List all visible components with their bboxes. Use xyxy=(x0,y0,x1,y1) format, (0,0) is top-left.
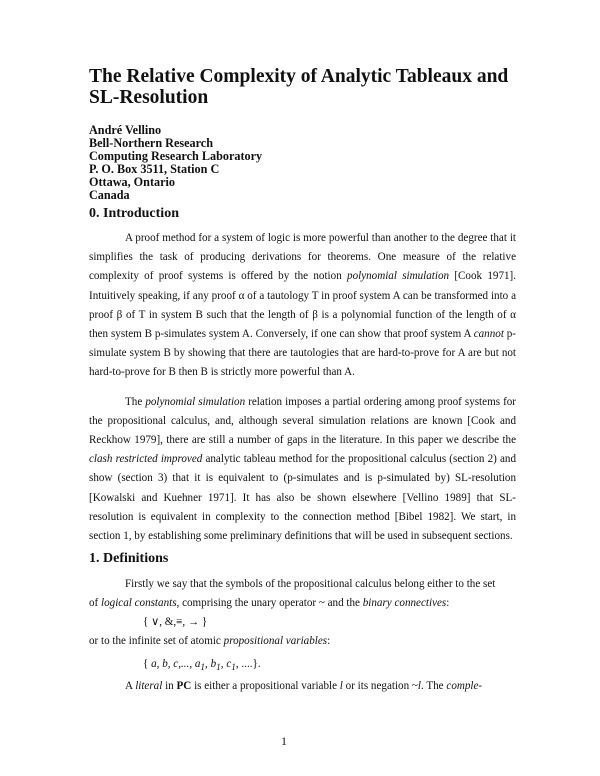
affiliation-address: P. O. Box 3511, Station C xyxy=(89,161,220,176)
definitions-line-1: Firstly we say that the symbols of the propositional calculus belong either to the set xyxy=(125,578,496,590)
introduction-body xyxy=(89,229,516,546)
definitions-line-2: of logical constants, comprising the unary operator ~ and the binary connectives: xyxy=(89,597,450,609)
page-number: 1 xyxy=(281,734,287,748)
affiliation-city: Ottawa, Ontario xyxy=(89,174,175,189)
affiliation-lab: Computing Research Laboratory xyxy=(89,148,263,163)
definitions-line-3: or to the infinite set of atomic propositional variables: xyxy=(89,635,331,647)
definitions-line-4: A literal in PC is either a propositional variable l or its negation ~l. The comple- xyxy=(125,680,483,692)
intro-paragraph-2: The polynomial simulation relation imposes a partial ordering among proof systems for the propositional calculus, and, although several simulation relations are known [Cook and Reckhow 1979], there are still a number of gaps in the literature. In this paper we describe the clash restricted improved analytic tableau method for the propositional calculus (section 2) and show (section 3) that it is equivalent to (p-simulates and is p-simulated by) SL-resolution [Kowalski and Kuehner 1971]. It has also be shown elsewhere [Vellino 1989] that SL-resolution is equivalent in complexity to the connection method [Bibel 1982]. We start, in section 1, by establishing some preliminary definitions that will be used in subsequent sections. xyxy=(89,395,517,543)
affiliation-country: Canada xyxy=(89,187,130,202)
author-affiliation xyxy=(89,124,262,201)
intro-paragraph-1: A proof method for a system of logic is more powerful than another to the degree that it simplifies the task of producing derivations for theorems. One measure of the relative complexity of proof systems is offered by the notion polynomial simulation [Cook 1971]. Intuitively speaking, if any proof α of a tautology T in proof system A can be transformed into a proof β of T in system B such that the length of β is a polynomial function of the length of α then system B p-simulates system A. Conversely, if one can show that proof system A cannot p-simulate system B by showing that there are tautologies that are hard-to-prove for A are but not hard-to-prove for B then B is strictly more powerful than A. xyxy=(89,232,517,379)
affiliation-company: Bell-Northern Research xyxy=(89,135,213,150)
author-name: André Vellino xyxy=(89,123,162,137)
paper-title: The Relative Complexity of Analytic Tableaux and SL-Resolution xyxy=(89,66,509,108)
variables-set: { a, b, c,..., $a_1$, $b_1$, $c_1$, ....}. xyxy=(143,658,261,674)
section-heading-definitions: 1. Definitions xyxy=(89,551,169,566)
section-heading-introduction: 0. Introduction xyxy=(89,206,179,221)
connectives-set: { ∨, &,≡, → } xyxy=(143,616,208,628)
